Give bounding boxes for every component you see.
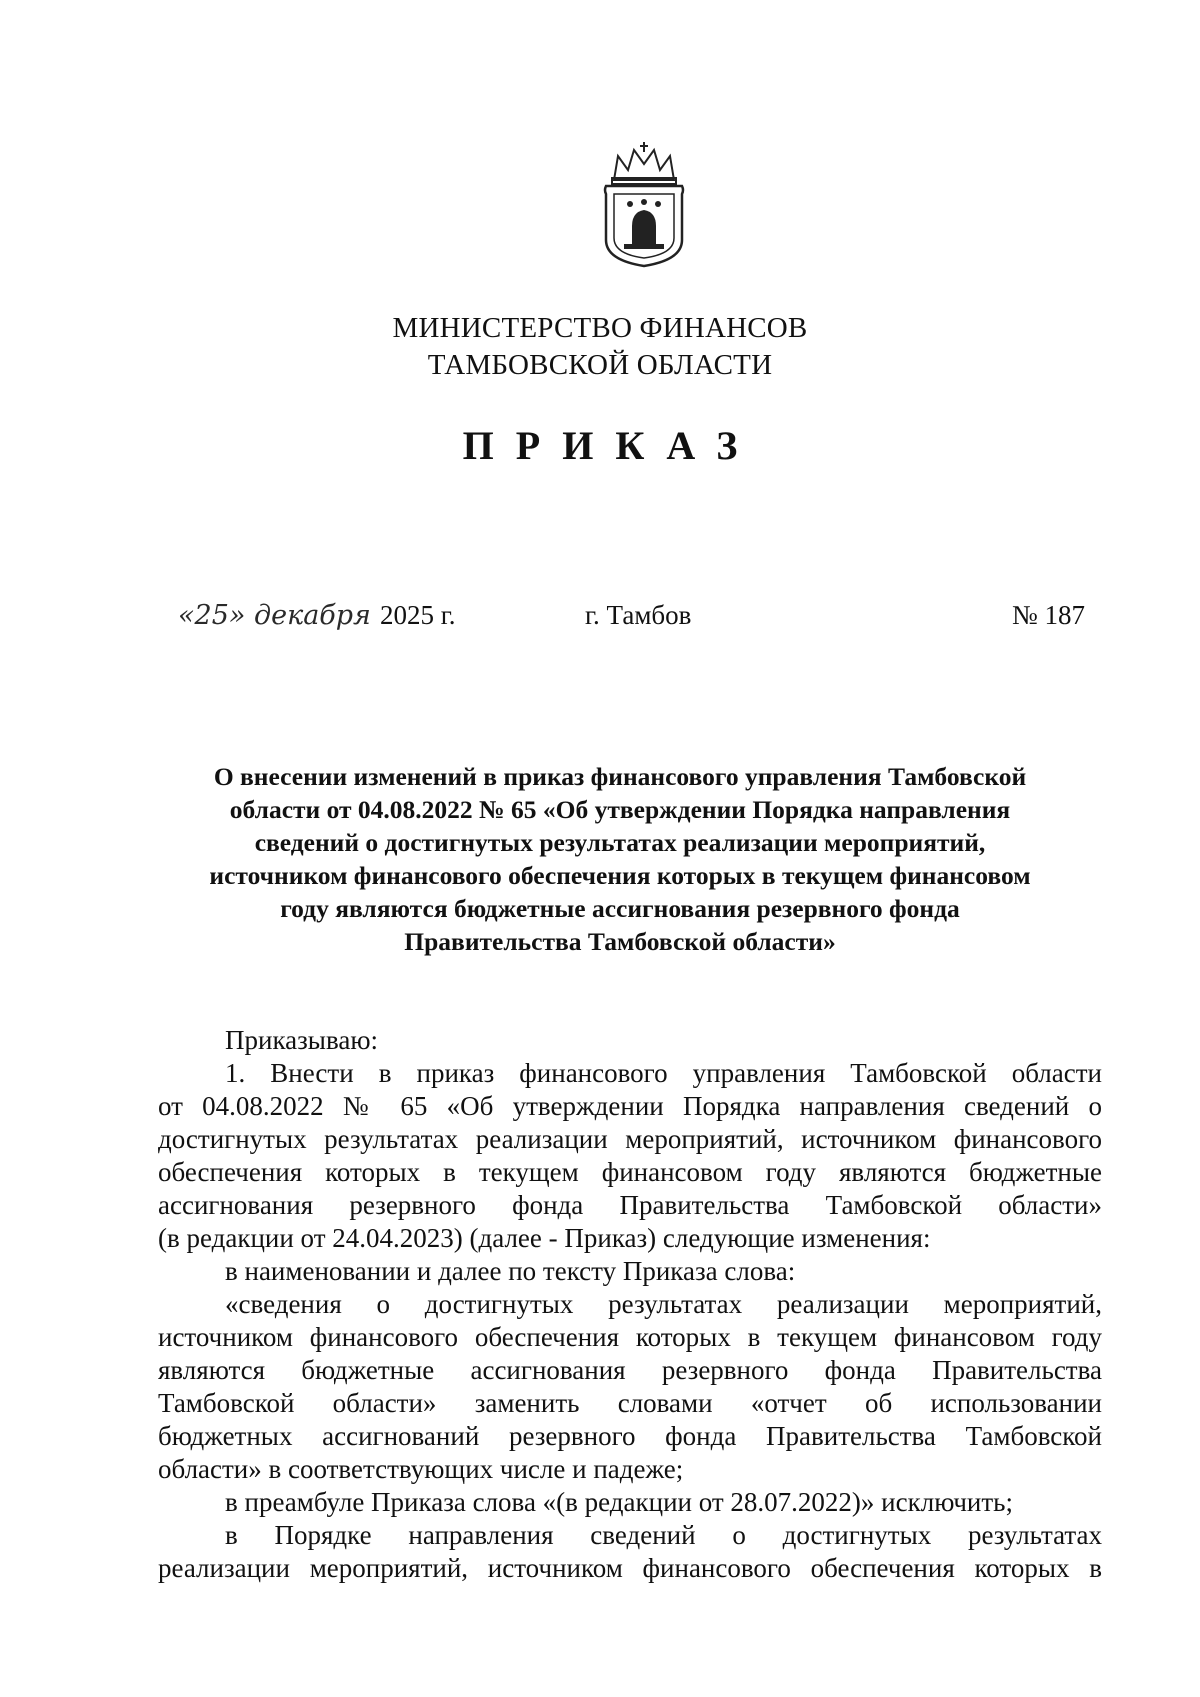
body-line: бюджетных ассигнований резервного фонда Правительства Тамбовской [158, 1421, 1102, 1451]
city: г. Тамбов [585, 600, 692, 630]
body-line: в преамбуле Приказа слова «(в редакции от 28.07.2022)» исключить; [225, 1487, 1013, 1517]
title-line: О внесении изменений в приказ финансового управления Тамбовской [213, 762, 1027, 791]
title-line: году являются бюджетные ассигнования резервного фонда [280, 894, 960, 923]
body-line: реализации мероприятий, источником финансового обеспечения которых в [158, 1553, 1102, 1583]
tambov-coat-of-arms-icon [596, 140, 692, 270]
ministry-name-line-2: ТАМБОВСКОЙ ОБЛАСТИ [427, 349, 773, 381]
body-line: Тамбовской области» заменить словами «отчет об использовании [158, 1388, 1102, 1418]
body-line: в Порядке направления сведений о достигнутых результатах [225, 1520, 1102, 1550]
body-line: являются бюджетные ассигнования резервного фонда Правительства [158, 1355, 1102, 1385]
body-line: источником финансового обеспечения которых в текущем финансовом году [158, 1322, 1102, 1352]
title-line: сведений о достигнутых результатах реализации мероприятий, [254, 828, 986, 857]
document-type-heading: ПРИКАЗ [462, 423, 760, 468]
date-year: 2025 г. [380, 600, 456, 630]
document-body [158, 1024, 1102, 1585]
title-line: источником финансового обеспечения которых в текущем финансовом [209, 861, 1031, 890]
date-row [0, 598, 1200, 638]
ministry-name-line-1: МИНИСТЕРСТВО ФИНАНСОВ [392, 312, 808, 344]
body-line: от 04.08.2022 № 65 «Об утверждении Порядка направления сведений о [158, 1091, 1102, 1121]
body-line: (в редакции от 24.04.2023) (далее - Приказ) следующие изменения: [158, 1223, 931, 1253]
body-line: ассигнования резервного фонда Правительства Тамбовской области» [158, 1190, 1102, 1220]
title-line: Правительства Тамбовской области» [404, 927, 836, 956]
body-line: «сведения о достигнутых результатах реализации мероприятий, [225, 1289, 1102, 1319]
body-line: области» в соответствующих числе и падеже; [158, 1454, 684, 1484]
body-line: Приказываю: [225, 1025, 378, 1055]
handwritten-day-month: «25» декабря [178, 600, 371, 631]
body-line: 1. Внести в приказ финансового управления Тамбовской области [225, 1058, 1102, 1088]
body-line: в наименовании и далее по тексту Приказа слова: [225, 1256, 796, 1286]
body-line: обеспечения которых в текущем финансовом году являются бюджетные [158, 1157, 1102, 1187]
body-line: достигнутых результатах реализации мероприятий, источником финансового [158, 1124, 1102, 1154]
document-title [150, 760, 1090, 958]
title-line: области от 04.08.2022 № 65 «Об утверждении Порядка направления [229, 795, 1011, 824]
order-number: № 187 [1012, 600, 1086, 630]
